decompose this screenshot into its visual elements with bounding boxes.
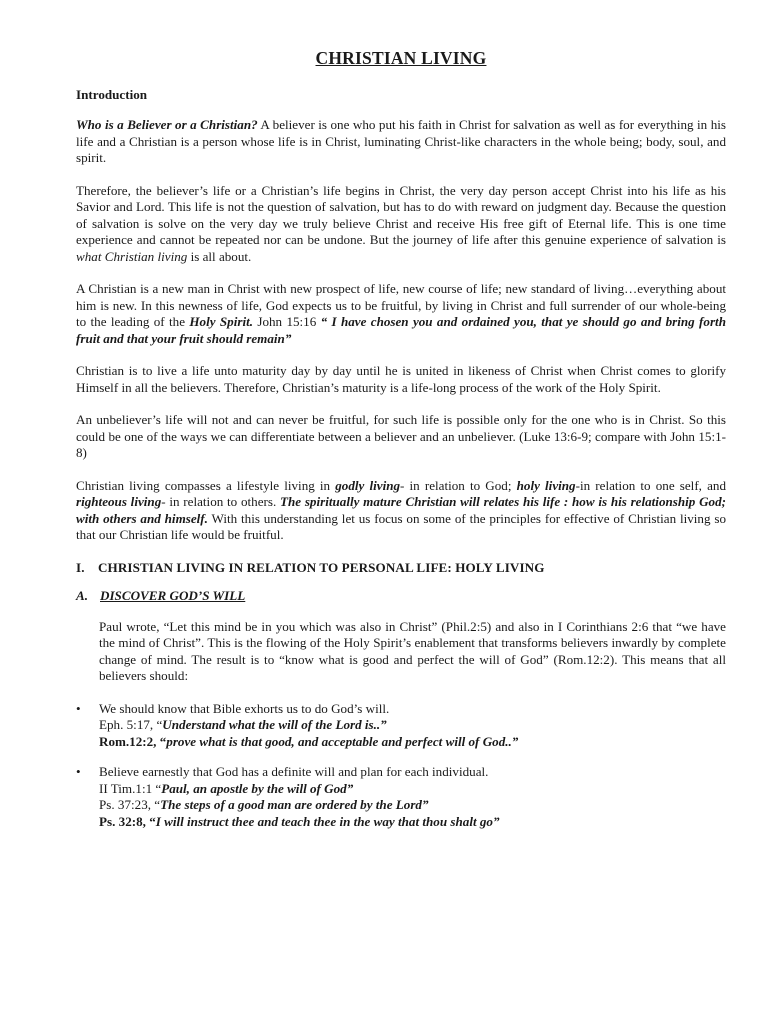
bullet-icon: • — [76, 700, 81, 716]
paragraph-unbeliever: An unbeliever’s life will not and can never be fruitful, for such life is possible only for the one who is in Christ. So this could be one of the ways we can differentiate between a believer and an unbeliever. (Luke 13:6-9; compare with John 15:1-8) — [76, 412, 726, 460]
paragraph-paul-wrote: Paul wrote, “Let this mind be in you which was also in Christ” (Phil.2:5) and also in I Corinthians 2:6 that “we have the mind of Christ”. This is the flowing of the Holy Spirit’s enablement that transforms believers inwardly by complete change of mind. The result is to “know what is good and perfect the will of God” (Rom.12:2). This means that all believers should: — [99, 618, 726, 683]
paragraph-believer-definition — [76, 117, 726, 167]
holy-living-phrase: holy living — [516, 477, 576, 493]
holy-spirit-phrase: Holy Spirit. — [189, 314, 254, 329]
paragraph-maturity: Christian is to live a life unto maturity day by day until he is united in likeness of Christ when Christ comes to glorify Himself in all the believers. Therefore, Christian’s maturity is a life-long process of the work of the Holy Spirit. — [76, 363, 726, 395]
subsection-heading-gods-will — [76, 588, 726, 605]
list-item: • We should know that Bible exhorts us to do God’s will. Eph. 5:17, “Understand what the will of the Lord is..” Rom.12:2, “prove what is that good, and acceptable and perfect will of God..” — [76, 700, 519, 749]
section-number: I. — [76, 559, 85, 575]
paragraph-new-man: A Christian is a new man in Christ with new prospect of life, new course of life; new standard of living…everything about him is new. In this newness of life, God expects us to be fruitful, by living in Christ and full surrender of our whole-being to the leading of the Holy Spirit. John 15:16 “ I have chosen you and ordained you, that ye should go and bring forth fruit and that your fruit should remain” — [76, 281, 726, 346]
list-item: • Believe earnestly that God has a definite will and plan for each individual. II Tim.1:1 “Paul, an apostle by the will of God” Ps. 37:23, “The steps of a good man are ordered by the Lord” Ps. 32:8, “I will instruct thee and teach thee in the way that thou shalt go” — [76, 764, 500, 829]
believer-question: Who is a Believer or a Christian? — [76, 117, 258, 132]
paragraph-lifestyle: Christian living compasses a lifestyle living in godly living- in relation to God; holy living-in relation to one self, and righteous living- in relation to others. The spiritually mature Christian will relates his life : how is his relationship God; with others and himself. With this understanding let us focus on some of the principles for effective of Christian living so that our Christian life would be fruitful. — [76, 477, 727, 542]
believer-answer: A believer is one who put his faith in Christ for salvation as well as for everything in his life and a Christian is a person whose life is in Christ, luminating Christ-like characters in the whole being; body, soul, and spirit. — [76, 117, 726, 165]
scripture-quote: “ I have chosen you and ordained you, that ye should go and bring forth fruit and that your fruit should remain” — [76, 314, 726, 346]
subsection-title: DISCOVER GOD’S WILL — [100, 588, 246, 603]
godly-living-phrase: godly living — [335, 477, 401, 493]
introduction-heading: Introduction — [76, 86, 148, 102]
document-title: CHRISTIAN LIVING — [315, 48, 487, 68]
mature-christian-statement: The spiritually mature Christian will relates his life : how is his relationship God; with others and himself. — [76, 494, 727, 526]
christian-living-phrase: what Christian living — [76, 248, 188, 264]
section-heading-holy-living — [76, 560, 726, 577]
scripture-reference: John 15:16 — [253, 314, 321, 329]
bullet-icon: • — [76, 764, 81, 779]
paragraph-life-begins: Therefore, the believer’s life or a Christian’s life begins in Christ, the very day person accept Christ into his life as his Savior and Lord. This life is not the question of salvation, but has to do with reward on judgment day. Because the question of salvation is solve on the very day we truly believe Christ and receive His free gift of Eternal life. This is one time experience and cannot be repeated nor can be undone. But the journey of life after this genuine experience of salvation is what Christian living is all about. — [76, 182, 726, 264]
righteous-living-phrase: righteous living — [76, 494, 162, 509]
subsection-letter: A. — [76, 588, 89, 603]
section-title: CHRISTIAN LIVING IN RELATION TO PERSONAL LIFE: HOLY LIVING — [98, 559, 545, 575]
